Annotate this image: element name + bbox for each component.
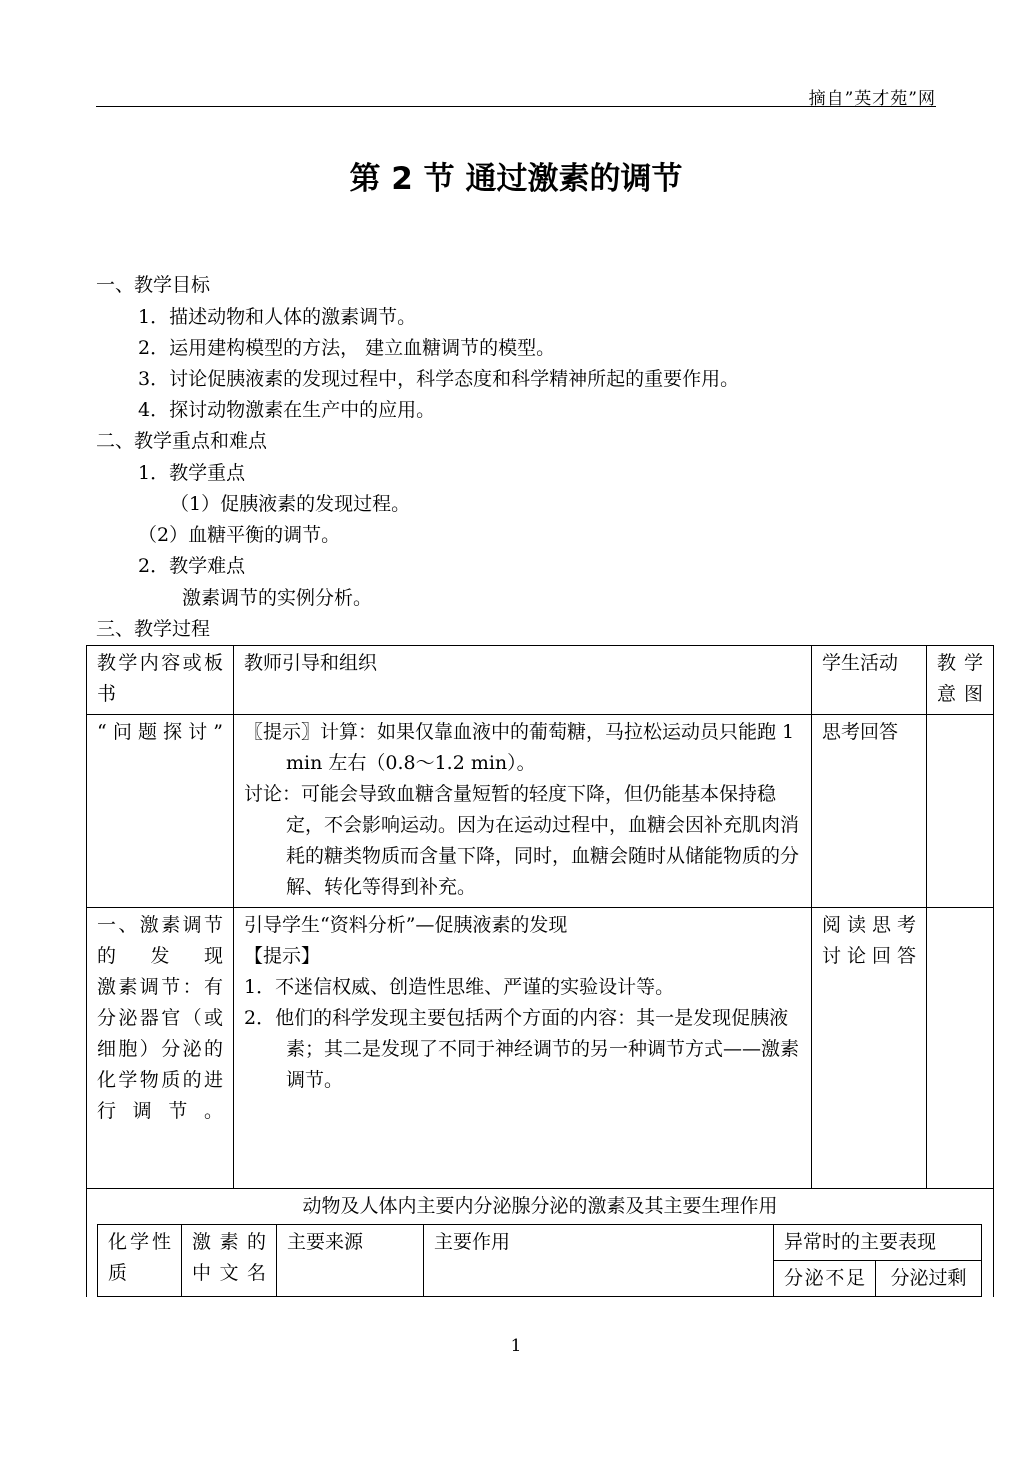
header-intent: 教学意图 [927, 646, 994, 715]
col-chemical-nature: 化学性质 [98, 1225, 182, 1297]
row1-content: “问题探讨” [87, 715, 234, 908]
goal-item: 1．描述动物和人体的激素调节。 [138, 306, 417, 328]
row2-content-definition: 激素调节：有分泌器官（或细胞）分泌的化学物质的进行调节。 [97, 976, 223, 1122]
goal-item: 3．讨论促胰液素的发现过程中，科学态度和科学精神所起的重要作用。 [138, 368, 740, 390]
hormone-table-cell [87, 1189, 994, 1298]
key-item: （1）促胰液素的发现过程。 [170, 493, 411, 515]
section-heading-goals: 一、教学目标 [96, 274, 211, 296]
teaching-process-table [86, 645, 994, 1297]
col-main-function: 主要作用 [424, 1225, 774, 1297]
row1-teacher-discussion: 讨论：可能会导致血糖含量短暂的轻度下降，但仍能基本保持稳定，不会影响运动。因为在运动过程中，血糖会因补充肌肉消耗的糖类物质而含量下降，同时，血糖会随时从储能物质的分解、转化等得到补充。 [244, 783, 800, 898]
difficulty-subheading: 2．教学难点 [138, 555, 246, 577]
header-rule [96, 106, 936, 107]
header-teacher: 教师引导和组织 [234, 646, 812, 715]
table-row [87, 715, 994, 908]
row1-teacher [234, 715, 812, 908]
row2-intent [927, 908, 994, 1189]
goal-item: 4．探讨动物激素在生产中的应用。 [138, 399, 436, 421]
row2-content-heading: 一、激素调节的发现 [97, 914, 223, 967]
row2-teacher-point1: 1．不迷信权威、创造性思维、严谨的实验设计等。 [244, 976, 675, 998]
header-content: 教学内容或板书 [87, 646, 234, 715]
hormone-table [97, 1224, 982, 1297]
row2-teacher-point2: 2．他们的科学发现主要包括两个方面的内容：其一是发现促胰液素；其二是发现了不同于神经调节的另一种调节方式——激素调节。 [244, 1007, 800, 1091]
col-abnormal: 异常时的主要表现 [774, 1225, 982, 1261]
section-heading-process: 三、教学过程 [96, 618, 211, 640]
row2-content [87, 908, 234, 1189]
row2-teacher [234, 908, 812, 1189]
table-header-row [87, 646, 994, 715]
row1-student: 思考回答 [812, 715, 927, 908]
row1-teacher-hint: 〖提示〗计算：如果仅靠血液中的葡萄糖，马拉松运动员只能跑 1 min 左右（0.8～1.2 min）。 [244, 721, 795, 774]
row1-intent [927, 715, 994, 908]
hormone-table-row [87, 1189, 994, 1298]
goal-item: 2．运用建构模型的方法， 建立血糖调节的模型。 [138, 337, 556, 359]
col-excess: 分泌过剩 [876, 1261, 982, 1297]
table-row [87, 908, 994, 1189]
row2-teacher-guide: 引导学生“资料分析”—促胰液素的发现 [244, 914, 568, 936]
key-item: （2）血糖平衡的调节。 [138, 524, 341, 546]
col-main-source: 主要来源 [277, 1225, 424, 1297]
col-deficient: 分泌不足 [774, 1261, 876, 1297]
page-number: 1 [510, 1336, 522, 1356]
col-hormone-name: 激素的中文名 [182, 1225, 277, 1297]
key-subheading: 1．教学重点 [138, 462, 246, 484]
header-source: 摘自”英才苑”网 [808, 89, 936, 109]
difficulty-item: 激素调节的实例分析。 [182, 587, 373, 609]
hormone-table-caption: 动物及人体内主要内分泌腺分泌的激素及其主要生理作用 [302, 1195, 778, 1217]
row2-teacher-hint-label: 【提示】 [244, 945, 321, 967]
row2-student: 阅读思考讨论回答 [812, 908, 927, 1189]
page-title: 第 2 节 通过激素的调节 [349, 161, 683, 197]
header-student: 学生活动 [812, 646, 927, 715]
section-heading-key: 二、教学重点和难点 [96, 430, 268, 452]
